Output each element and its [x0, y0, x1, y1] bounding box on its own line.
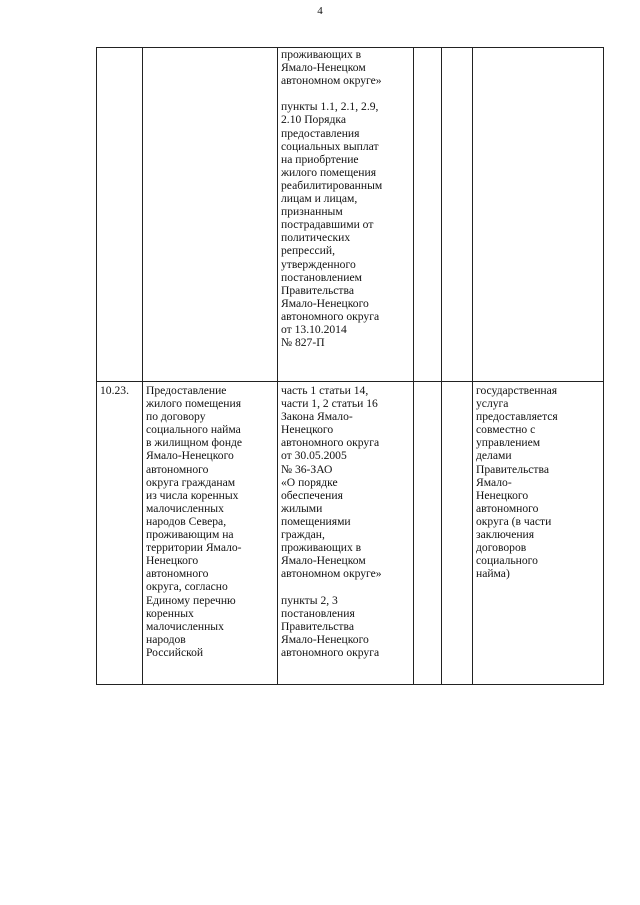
note-cell	[473, 48, 604, 382]
service-name-cell	[143, 48, 278, 382]
row-number-cell	[97, 48, 143, 382]
empty-cell	[442, 382, 473, 685]
legal-basis-cell: проживающих в Ямало-Ненецком автономном округе» пункты 1.1, 2.1, 2.9, 2.10 Порядка предоставления социальных выплат на приобртение жилого помещения реабилитированным лицам и лицам, признанным пострадавшими от политических репрессий, утвержденного постановлением Правительства Ямало-Ненецкого автономного округа от 13.10.2014 № 827-П	[278, 48, 414, 382]
services-table	[96, 47, 604, 685]
legal-basis-cell: часть 1 статьи 14, части 1, 2 статьи 16 Закона Ямало- Ненецкого автономного округа от 30.05.2005 № 36-ЗАО «О порядке обеспечения жилыми помещениями граждан, проживающих в Ямало-Ненецком автономном округе» пункты 2, 3 постановления Правительства Ямало-Ненецкого автономного округа	[278, 382, 414, 685]
empty-cell	[414, 382, 442, 685]
note-cell: государственная услуга предоставляется совместно с управлением делами Правительства Ямало- Ненецкого автономного округа (в части заключения договоров социального найма)	[473, 382, 604, 685]
service-name-cell: Предоставление жилого помещения по договору социального найма в жилищном фонде Ямало-Ненецкого автономного округа гражданам из числа коренных малочисленных народов Севера, проживающим на территории Ямало- Ненецкого автономного округа, согласно Единому перечню коренных малочисленных народов Российской	[143, 382, 278, 685]
table-row	[97, 48, 604, 382]
empty-cell	[442, 48, 473, 382]
row-number-cell: 10.23.	[97, 382, 143, 685]
table-row	[97, 382, 604, 685]
empty-cell	[414, 48, 442, 382]
page-number: 4	[317, 5, 323, 17]
